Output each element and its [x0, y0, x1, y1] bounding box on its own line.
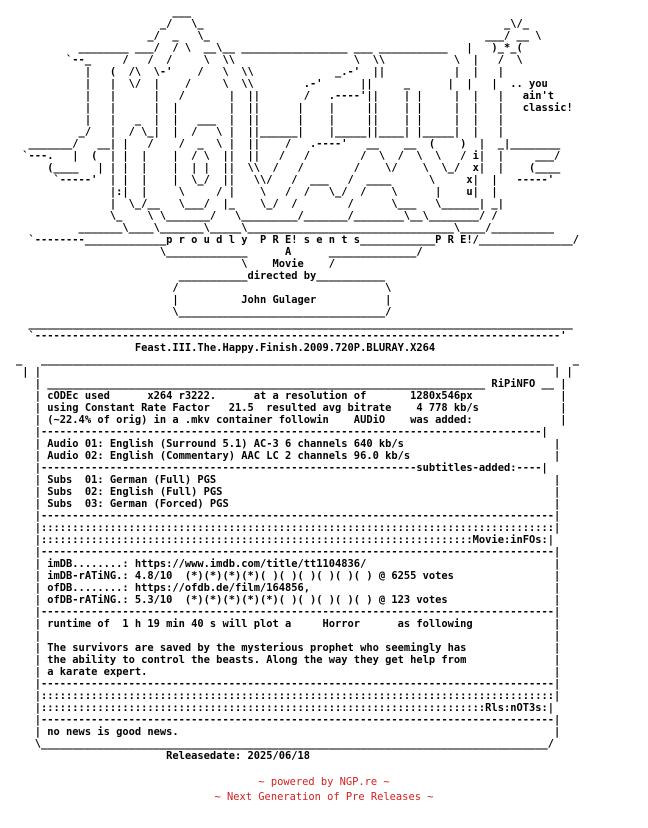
footer-credits: [0, 775, 648, 805]
nfo-ascii-art: ___ _/ \_ _\/_ _/ _ \_ ___/ __ \ ________ ___/ / \ __\__ _________________ ___ ___________ | )_*_( `--_ / / / \ \\ \ \\ \ | / \ | ( /\ \-' / \ \\ _.-' || | | | | | \/ | / \ \\ .-' || _ | | | .. you | | | / | || / .----'|| | | | | | ain't | | | | | || | | || | | | | | classic! | | _ | | ___ | || | | || | | | | | _/ | / \_| | / \ | ||______| |_____||____| |_____| | | _______/ __| | / / _ \ | || / .----' __ __ ( ) | _|________ `---. | ( | | | | / \ || || / / / \ / \ \ / i| | ___/ (____ | | | | | | | || \\ / / / \/ \ \_/ x| | (____ `-----' | | | | \_/ || \\/ / ___ / ____ \ x| | -----' |:| | \ / | \ / / \_/ / \ | u| | | \_/__ \___/ |_ \_/ / / \___ \______| _| \_ \ \_______/ \_________/_______/________\__\________/ / _______\____\_______\_____\_________________________________\____/__________ `--------_____________p r o u d l y P R E! s e n t s____________P R E!/_______________/ \_____________ A ______________/ \ Movie / ___________directed by___________ / \ | John Gulager | \_________________________________/ _______________________________________________________________________________________ `------------------------------------------------------------------------------------' Feast.III.The.Happy.Finish.2009.720P.BLURAY.X264 _ __________________________________________________________________________________ _ | | | | | ______________________________________________________________________ RiPiNFO __ | | cODEc used x264 r3222. at a resolution of 1280x546px | | using Constant Rate Factor 21.5 resulted avg bitrate 4 778 kb/s | | (~22.4% of orig) in a .mkv container followin AUDiO was added: | |--------------------------------------------------------------------------------| | Audio 01: English (Surround 5.1) AC-3 6 channels 640 kb/s | | Audio 02: English (Commentary) AAC LC 2 channels 96.0 kb/s | |------------------------------------------------------------subtitles-added:----| | Subs 01: German (Full) PGS | | Subs 02: English (Full) PGS | | Subs 03: German (Forced) PGS | |----------------------------------------------------------------------------------| |::::::::::::::::::::::::::::::::::::::::::::::::::::::::::::::::::::::::::::::::::| |:::::::::::::::::::::::::::::::::::::::::::::::::::::::::::::::::::::Movie:inFOs:| |----------------------------------------------------------------------------------| | imDB........: https://www.imdb.com/title/tt1104836/ | | imDB-rATiNG.: 4.8/10 (*)(*)(*)(*)( )( )( )( )( )( ) @ 6255 votes | | ofDB........: https://ofdb.de/film/164856, | | ofDB-rATiNG.: 5.3/10 (*)(*)(*)(*)(*)( )( )( )( )( ) @ 123 votes | |----------------------------------------------------------------------------------| | runtime of 1 h 19 min 40 s will plot a Horror as following | | | | The survivors are saved by the mysterious prophet who seemingly has | | the ability to control the beasts. Along the way they get help from | | a karate expert. | |----------------------------------------------------------------------------------| |::::::::::::::::::::::::::::::::::::::::::::::::::::::::::::::::::::::::::::::::::| |:::::::::::::::::::::::::::::::::::::::::::::::::::::::::::::::::::::::Rls:nOT3s:| |----------------------------------------------------------------------------------| | no news is good news. | \_________________________________________________________________________________/ Releasedate: 2025/06/18: [16, 6, 580, 762]
footer-tagline: ~ Next Generation of Pre Releases ~: [214, 791, 434, 803]
footer-powered-by[interactable]: ~ powered by NGP.re ~: [258, 776, 390, 788]
